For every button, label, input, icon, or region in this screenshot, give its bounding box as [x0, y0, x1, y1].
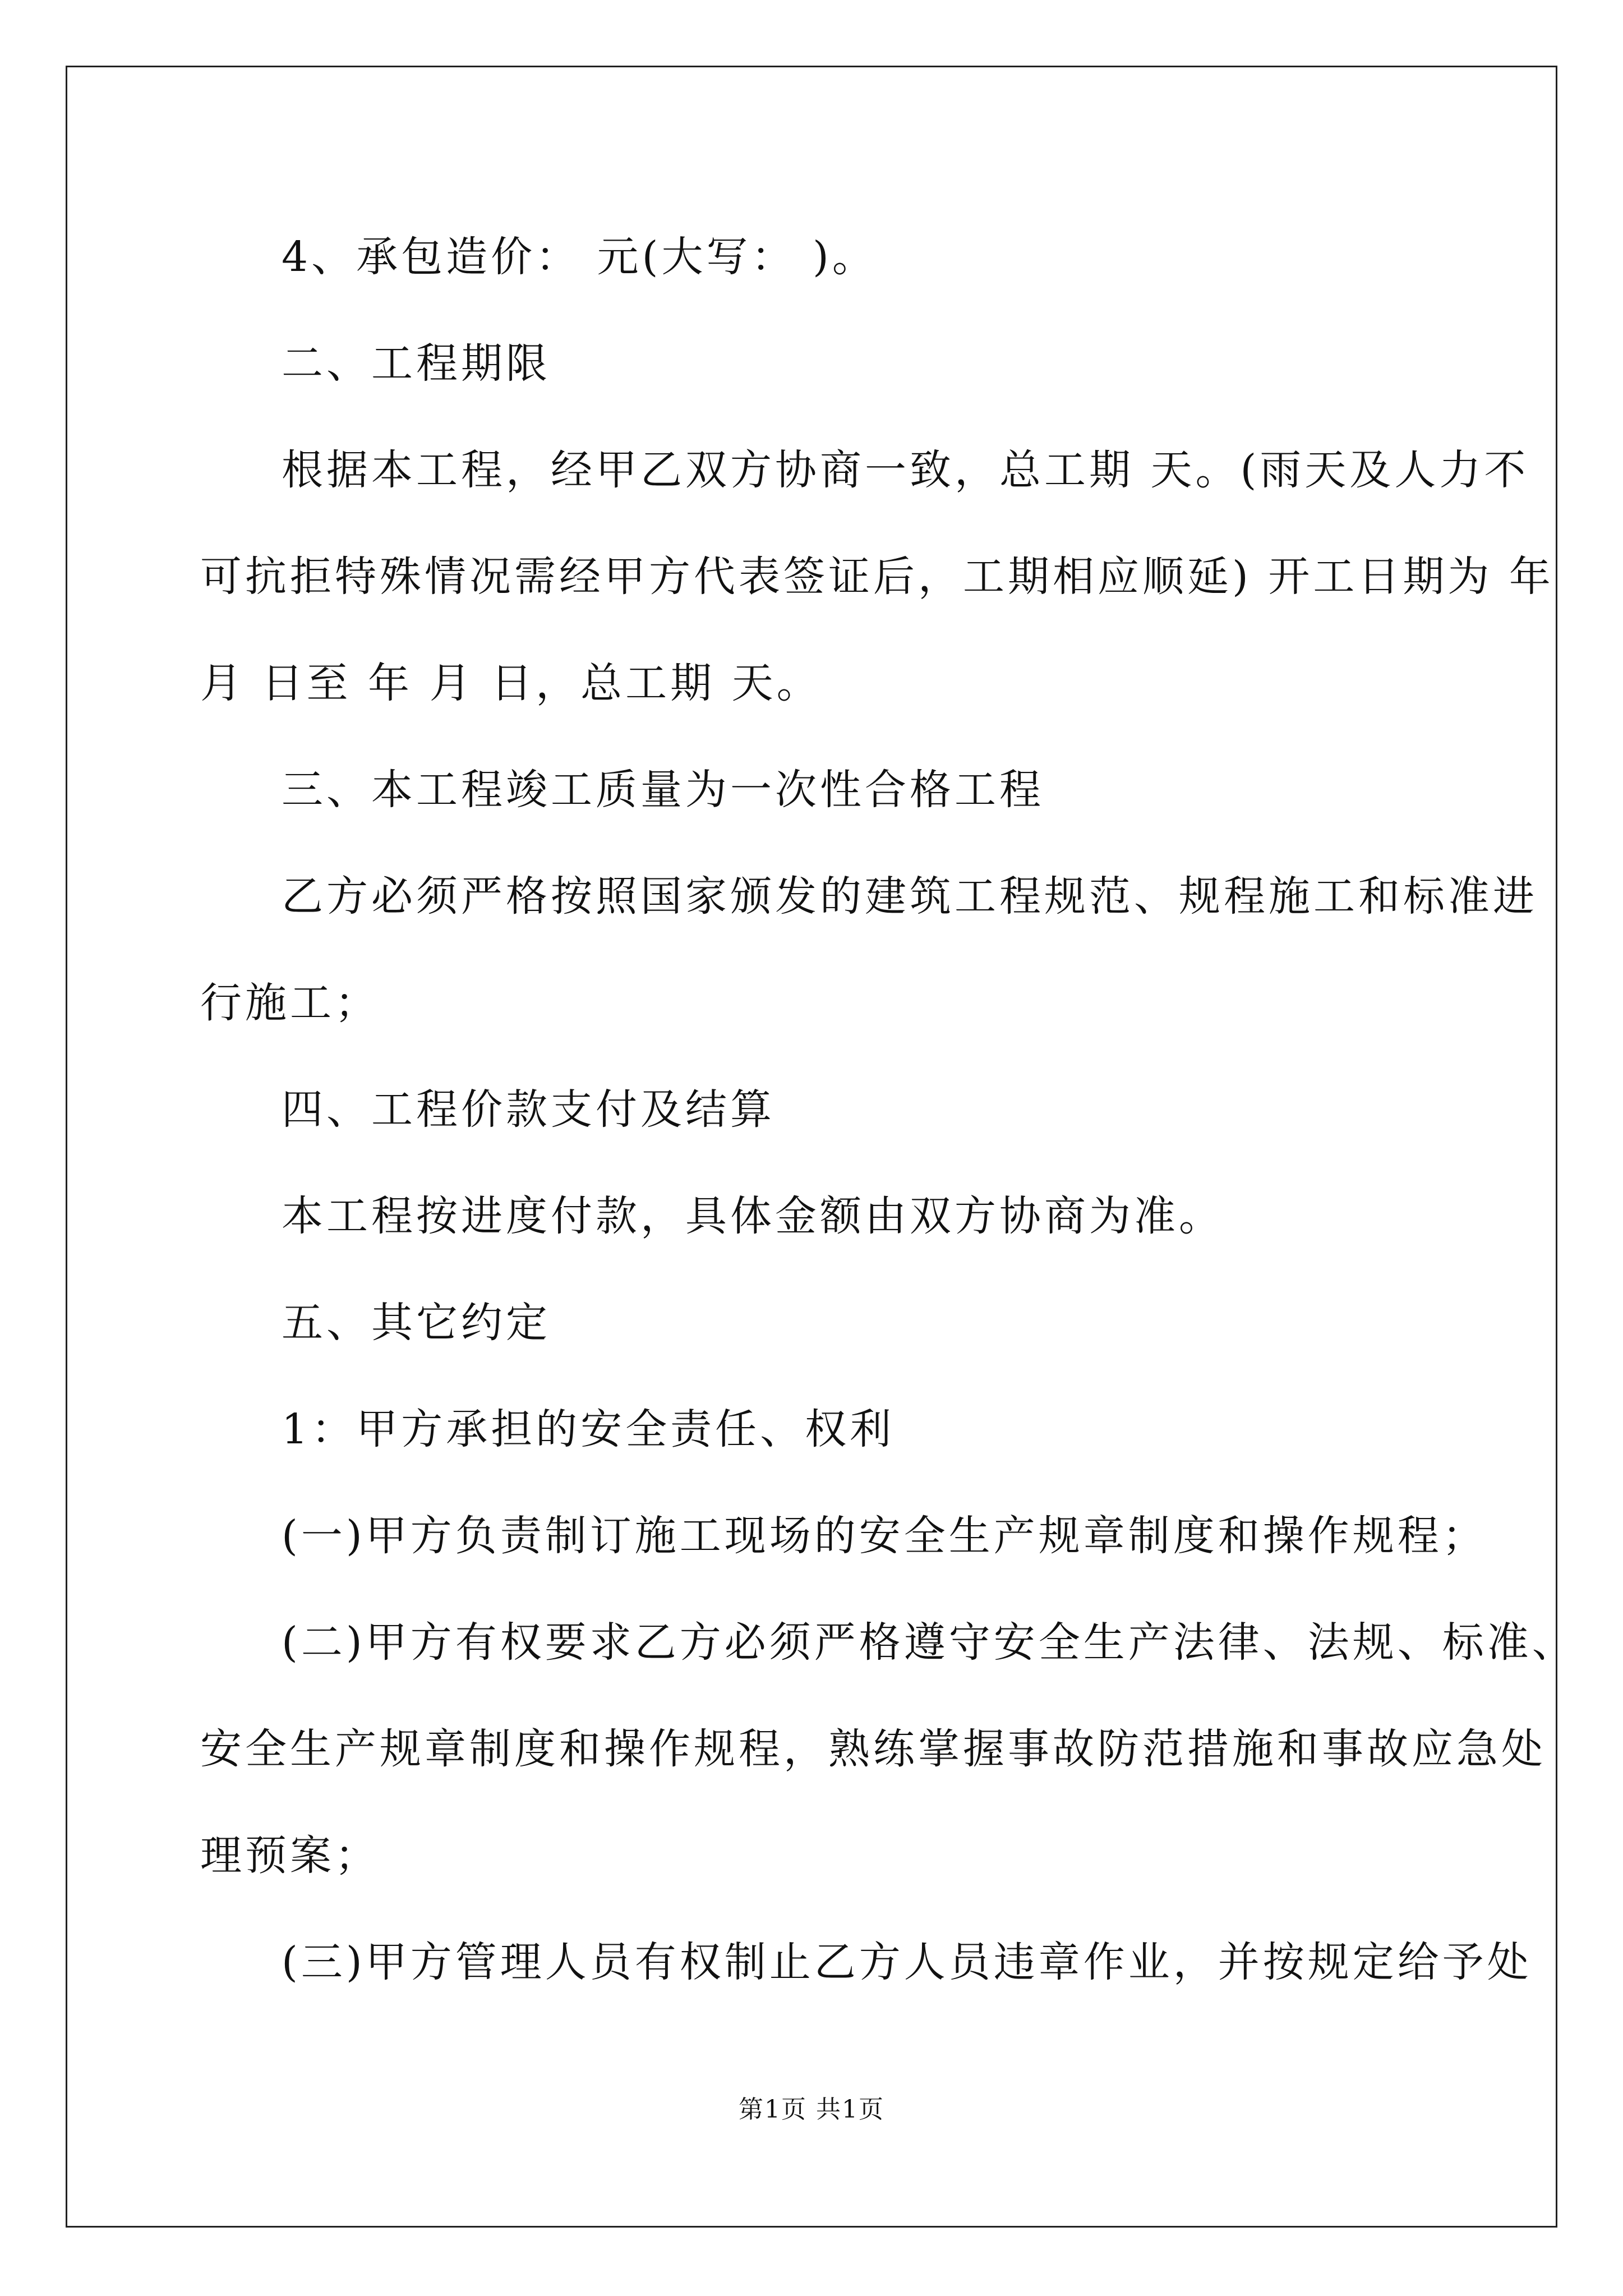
item-2-line-1: (二)甲方有权要求乙方必须严格遵守安全生产法律、法规、标准、 [282, 1618, 1577, 1667]
page-number-footer: 第1页 共1页 [739, 2095, 884, 2124]
item-1-line-1: (一)甲方负责制订施工现场的安全生产规章制度和操作规程； [282, 1512, 1487, 1560]
paragraph-period-line-2: 可抗拒特殊情况需经甲方代表签证后，工期相应顺延) 开工日期为 年 [200, 553, 1554, 601]
heading-payment: 四、工程价款支付及结算 [282, 1085, 775, 1134]
paragraph-quality-line-1: 乙方必须严格按照国家颁发的建筑工程规范、规程施工和标准进 [282, 872, 1538, 921]
item-2-line-3: 理预案； [200, 1832, 380, 1880]
heading-project-period: 二、工程期限 [282, 339, 551, 388]
clause-contract-price: 4、承包造价： 元(大写： )。 [282, 233, 877, 281]
item-2-line-2: 安全生产规章制度和操作规程，熟练掌握事故防范措施和事故应急处 [200, 1725, 1546, 1773]
subheading-party-a-safety: 1：甲方承担的安全责任、权利 [282, 1405, 895, 1453]
paragraph-period-line-3: 月 日至 年 月 日，总工期 天。 [200, 659, 822, 707]
paragraph-quality-line-2: 行施工； [200, 979, 380, 1027]
heading-quality: 三、本工程竣工质量为一次性合格工程 [282, 766, 1044, 814]
paragraph-period-line-1: 根据本工程，经甲乙双方协商一致，总工期 天。(雨天及人力不 [282, 446, 1529, 494]
page-border [66, 66, 1577, 2228]
item-3-line-1: (三)甲方管理人员有权制止乙方人员违章作业，并按规定给予处 [282, 1938, 1532, 1986]
heading-other-terms: 五、其它约定 [282, 1299, 551, 1347]
paragraph-payment: 本工程按进度付款，具体金额由双方协商为准。 [282, 1192, 1224, 1240]
